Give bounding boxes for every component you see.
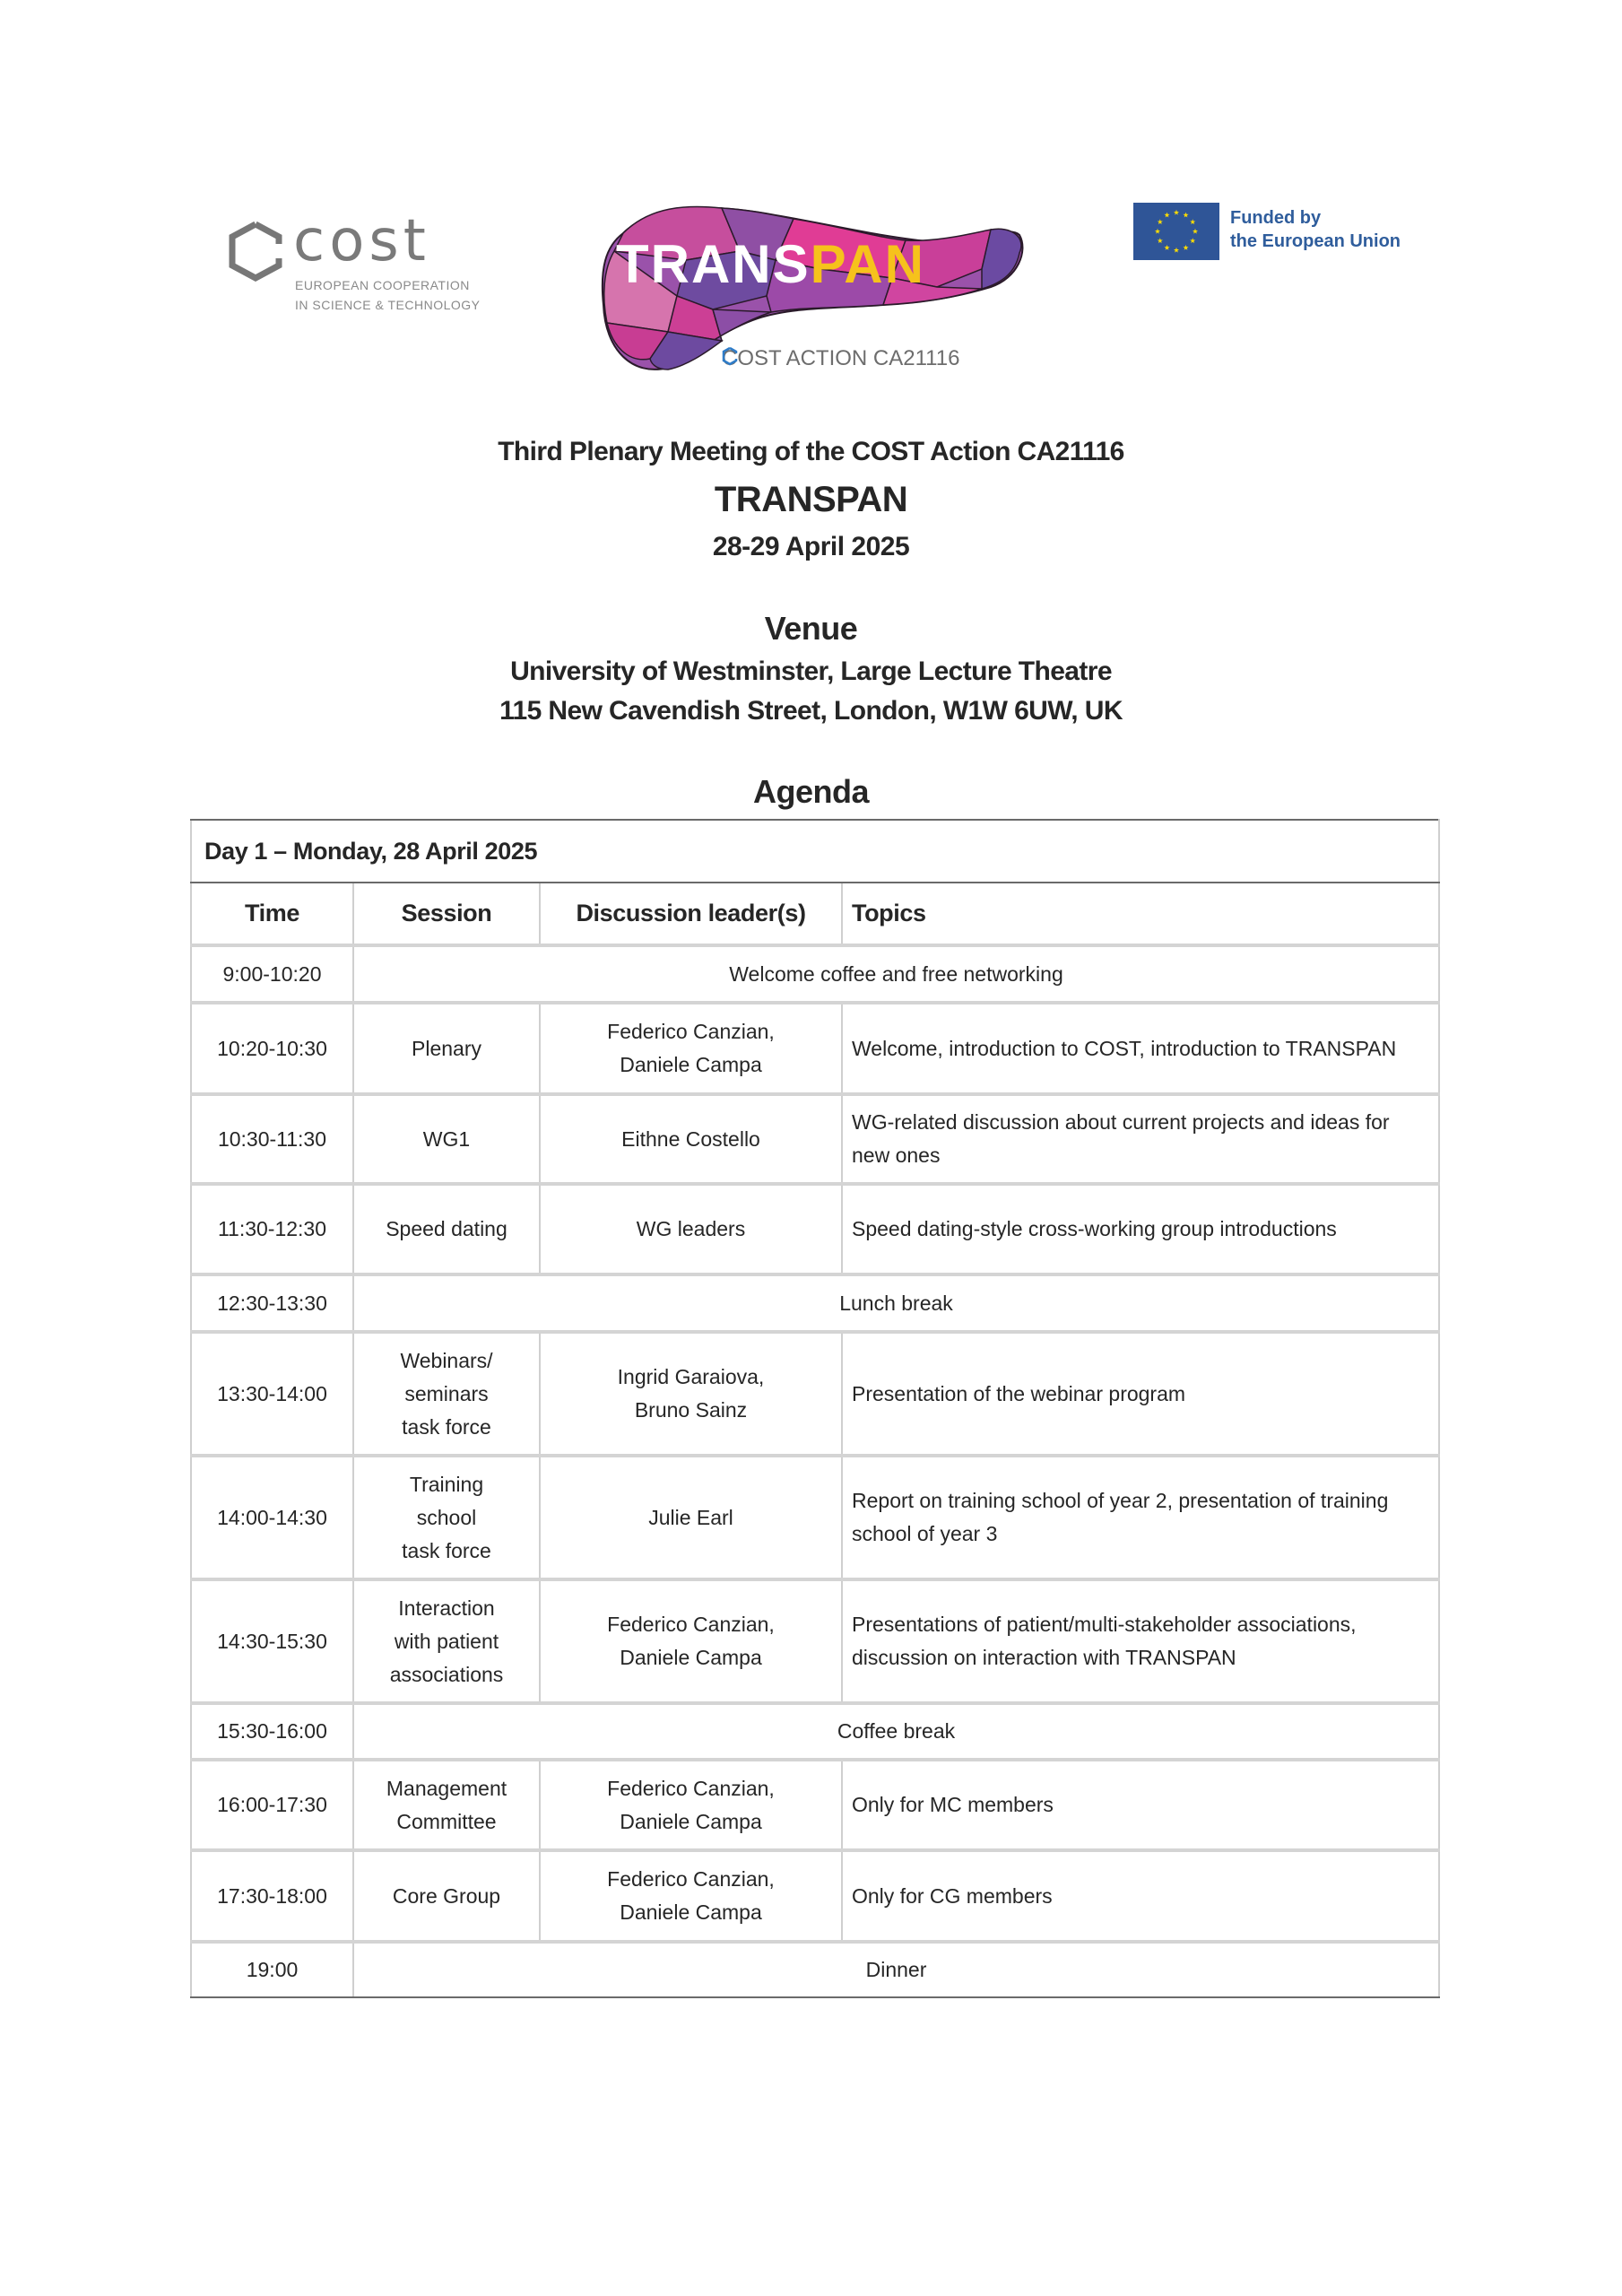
session-line: Speed dating <box>386 1217 507 1240</box>
eu-star-icon <box>1193 229 1198 234</box>
time-cell: 10:30-11:30 <box>191 1094 353 1184</box>
column-header-topics: Topics <box>842 883 1439 945</box>
venue-line2: 115 New Cavendish Street, London, W1W 6UW, UK <box>499 696 1123 726</box>
leaders-cell <box>540 1456 842 1579</box>
eu-star-icon <box>1190 219 1195 224</box>
leader-name: Federico Canzian, <box>607 1776 775 1800</box>
column-header-session: Session <box>353 883 540 945</box>
table-row <box>191 1003 1439 1094</box>
session-line: Interaction <box>398 1596 495 1620</box>
eu-star-icon <box>1164 245 1169 250</box>
topics-cell: Speed dating-style cross-working group introductions <box>842 1184 1439 1274</box>
session-line: task force <box>402 1538 491 1562</box>
venue-line1: University of Westminster, Large Lecture Theatre <box>510 657 1112 686</box>
time-cell: 14:00-14:30 <box>191 1456 353 1579</box>
topics-cell: Presentation of the webinar program <box>842 1332 1439 1456</box>
leaders-cell <box>540 1184 842 1274</box>
leaders-cell <box>540 1094 842 1184</box>
leaders-cell <box>540 1579 842 1703</box>
cost-hexagon-icon <box>229 221 282 282</box>
topics-cell: WG-related discussion about current projects and ideas for new ones <box>842 1094 1439 1184</box>
table-row <box>191 1579 1439 1703</box>
table-row <box>191 1703 1439 1760</box>
table-row <box>191 1456 1439 1579</box>
session-line: Plenary <box>412 1036 481 1060</box>
time-cell: 12:30-13:30 <box>191 1274 353 1332</box>
break-cell: Lunch break <box>353 1274 1439 1332</box>
session-cell <box>353 1003 540 1094</box>
eu-star-icon <box>1174 248 1179 253</box>
eu-star-icon <box>1183 245 1188 250</box>
time-cell: 14:30-15:30 <box>191 1579 353 1703</box>
cost-hexagon-icon <box>722 346 738 366</box>
leader-name: Daniele Campa <box>620 1646 762 1669</box>
cost-subtitle-line2: IN SCIENCE & TECHNOLOGY <box>295 298 481 312</box>
eu-star-icon <box>1158 219 1163 224</box>
eu-funding-text <box>1230 206 1401 253</box>
agenda-table <box>190 819 1440 1998</box>
eu-funding-line1: Funded by <box>1230 208 1322 228</box>
break-cell: Coffee break <box>353 1703 1439 1760</box>
table-row <box>191 1942 1439 1997</box>
cost-wordmark: cost <box>293 215 430 267</box>
eu-star-icon <box>1183 213 1188 218</box>
eu-flag-icon <box>1133 203 1219 260</box>
day-title: Day 1 – Monday, 28 April 2025 <box>191 820 1439 883</box>
transpan-wordmark <box>616 235 925 294</box>
time-cell: 10:20-10:30 <box>191 1003 353 1094</box>
cost-subtitle-line1: EUROPEAN COOPERATION <box>295 278 470 292</box>
cost-action-label <box>722 346 959 371</box>
leader-name: WG leaders <box>636 1217 746 1240</box>
meeting-title: Third Plenary Meeting of the COST Action CA21116 <box>498 437 1124 466</box>
leader-name: Federico Canzian, <box>607 1867 775 1891</box>
time-cell: 16:00-17:30 <box>191 1760 353 1850</box>
action-name: TRANSPAN <box>714 480 908 519</box>
table-row <box>191 1760 1439 1850</box>
session-line: Management <box>386 1776 507 1800</box>
eu-star-icon <box>1174 210 1179 215</box>
day-title-row <box>191 820 1439 883</box>
table-row <box>191 1184 1439 1274</box>
leader-name: Julie Earl <box>648 1505 733 1529</box>
leader-name: Ingrid Garaiova, <box>617 1365 765 1388</box>
table-row <box>191 1850 1439 1942</box>
session-line: associations <box>389 1662 504 1686</box>
table-header-row <box>191 883 1439 945</box>
table-row <box>191 1094 1439 1184</box>
session-line: seminars <box>404 1381 489 1405</box>
topics-cell: Only for CG members <box>842 1850 1439 1942</box>
time-cell: 19:00 <box>191 1942 353 1997</box>
topics-cell: Welcome, introduction to COST, introduction to TRANSPAN <box>842 1003 1439 1094</box>
meeting-dates: 28-29 April 2025 <box>712 532 910 561</box>
eu-star-icon <box>1158 238 1163 243</box>
leader-name: Daniele Campa <box>620 1900 762 1924</box>
break-cell: Dinner <box>353 1942 1439 1997</box>
transpan-wordmark-pan: PAN <box>810 234 925 294</box>
time-cell: 17:30-18:00 <box>191 1850 353 1942</box>
agenda-heading: Agenda <box>752 773 869 810</box>
session-cell <box>353 1579 540 1703</box>
break-cell: Welcome coffee and free networking <box>353 945 1439 1003</box>
session-cell <box>353 1760 540 1850</box>
leader-name: Federico Canzian, <box>607 1613 775 1636</box>
session-line: Committee <box>396 1809 497 1833</box>
leader-name: Federico Canzian, <box>607 1020 775 1043</box>
eu-star-icon <box>1190 238 1195 243</box>
time-cell: 11:30-12:30 <box>191 1184 353 1274</box>
leader-name: Daniele Campa <box>620 1809 762 1833</box>
eu-funding-line2: the European Union <box>1230 231 1401 251</box>
session-cell <box>353 1850 540 1942</box>
session-line: task force <box>402 1414 491 1439</box>
table-row <box>191 1332 1439 1456</box>
leaders-cell <box>540 1850 842 1942</box>
session-line: with patient <box>394 1629 499 1653</box>
time-cell: 9:00-10:20 <box>191 945 353 1003</box>
session-cell <box>353 1332 540 1456</box>
cost-logo <box>229 215 489 323</box>
eu-funding-logo <box>1133 203 1438 262</box>
venue-heading: Venue <box>764 610 858 647</box>
leader-name: Daniele Campa <box>620 1053 762 1076</box>
leaders-cell <box>540 1332 842 1456</box>
session-line: Webinars/ <box>400 1348 493 1372</box>
column-header-leaders: Discussion leader(s) <box>540 883 842 945</box>
time-cell: 15:30-16:00 <box>191 1703 353 1760</box>
session-line: Core Group <box>392 1883 501 1908</box>
topics-cell: Presentations of patient/multi-stakeholder associations, discussion on interaction with TRANSPAN <box>842 1579 1439 1703</box>
leader-name: Eithne Costello <box>621 1126 760 1151</box>
eu-star-icon <box>1155 229 1160 234</box>
cost-action-text: COST ACTION CA21116 <box>722 346 960 370</box>
session-cell <box>353 1184 540 1274</box>
session-line: school <box>416 1505 477 1529</box>
leaders-cell <box>540 1760 842 1850</box>
leaders-cell <box>540 1003 842 1094</box>
transpan-logo <box>596 197 1027 377</box>
topics-cell: Only for MC members <box>842 1760 1439 1850</box>
time-cell: 13:30-14:00 <box>191 1332 353 1456</box>
column-header-time: Time <box>191 883 353 945</box>
topics-cell: Report on training school of year 2, presentation of training school of year 3 <box>842 1456 1439 1579</box>
session-cell <box>353 1456 540 1579</box>
session-cell <box>353 1094 540 1184</box>
table-row <box>191 1274 1439 1332</box>
session-line: Training <box>409 1472 484 1496</box>
table-row <box>191 945 1439 1003</box>
transpan-wordmark-trans: TRANS <box>616 234 811 294</box>
session-line: WG1 <box>422 1126 471 1151</box>
leader-name: Bruno Sainz <box>634 1398 748 1422</box>
eu-star-icon <box>1164 213 1169 218</box>
